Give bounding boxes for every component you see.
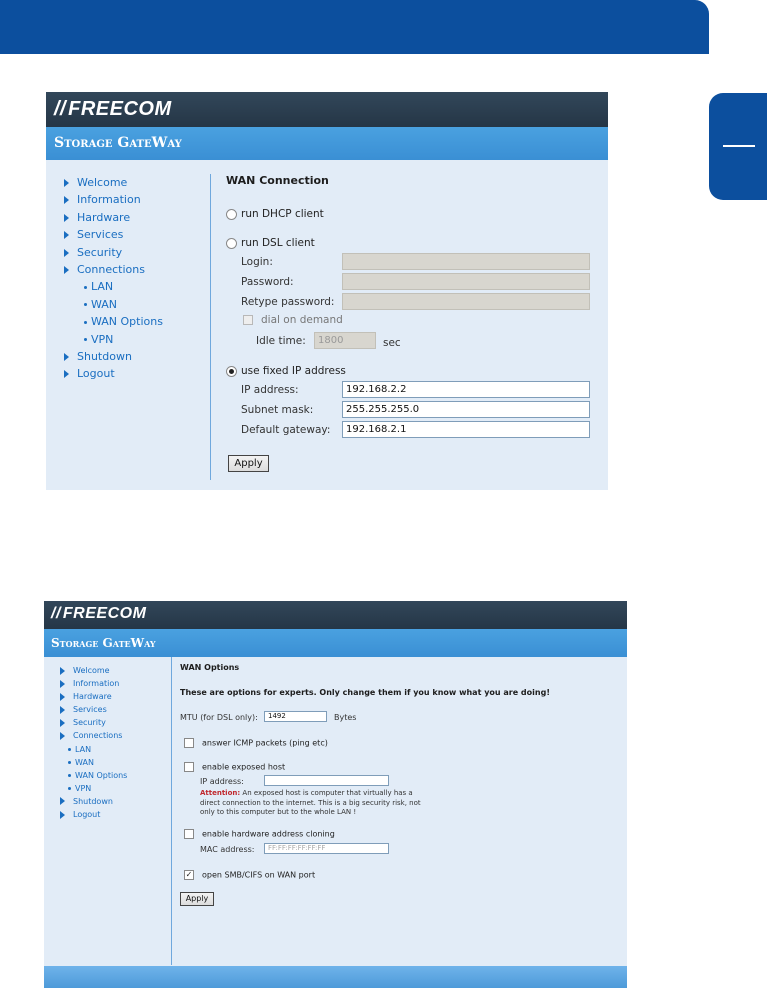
arrow-right-icon	[64, 214, 69, 222]
bullet-icon	[84, 303, 87, 306]
tab-dash	[723, 145, 755, 147]
sidebar-nav	[60, 664, 127, 821]
mac-address-input[interactable]: FF:FF:FF:FF:FF:FF	[264, 843, 389, 854]
mac-cloning-checkbox[interactable]	[184, 829, 194, 839]
dsl-radio[interactable]	[226, 238, 237, 249]
retype-password-input[interactable]	[342, 293, 590, 310]
nav-item-welcome[interactable]: Welcome	[64, 174, 163, 191]
apply-button[interactable]: Apply	[180, 892, 214, 906]
icmp-checkbox[interactable]	[184, 738, 194, 748]
nav-item-information[interactable]: Information	[64, 191, 163, 208]
arrow-right-icon	[60, 706, 65, 714]
nav-item-wan[interactable]: WAN	[64, 296, 163, 313]
nav-item-security[interactable]: Security	[60, 716, 127, 729]
arrow-right-icon	[60, 719, 65, 727]
default-gateway-input[interactable]: 192.168.2.1	[342, 421, 590, 438]
attention-word: Attention:	[200, 789, 241, 797]
password-label: Password:	[241, 276, 294, 288]
exposed-ip-label: IP address:	[200, 777, 244, 786]
nav-item-lan[interactable]: LAN	[60, 743, 127, 756]
arrow-right-icon	[64, 196, 69, 204]
dhcp-option[interactable]: run DHCP client	[226, 208, 324, 220]
exposed-ip-input[interactable]	[264, 775, 389, 786]
nav-item-lan[interactable]: LAN	[64, 278, 163, 295]
apply-button[interactable]: Apply	[228, 455, 269, 472]
arrow-right-icon	[60, 693, 65, 701]
bullet-icon	[84, 338, 87, 341]
login-input[interactable]	[342, 253, 590, 270]
expert-warning: These are options for experts. Only change them if you know what you are doing!	[180, 688, 550, 697]
bullet-icon	[68, 774, 71, 777]
subnet-mask-input[interactable]: 255.255.255.0	[342, 401, 590, 418]
chapter-side-tab	[709, 93, 767, 200]
subnet-mask-label: Subnet mask:	[241, 404, 314, 416]
nav-item-hardware[interactable]: Hardware	[64, 209, 163, 226]
fixed-ip-option[interactable]: use fixed IP address	[226, 365, 346, 377]
dsl-option[interactable]: run DSL client	[226, 237, 315, 249]
smb-option[interactable]: ✓ open SMB/CIFS on WAN port	[185, 870, 316, 880]
arrow-right-icon	[64, 179, 69, 187]
idle-time-unit: sec	[383, 337, 401, 349]
wan-connection-screenshot	[46, 92, 608, 490]
brand-bar	[44, 601, 627, 629]
freecom-logo: // FREECOM	[54, 98, 172, 120]
arrow-right-icon	[60, 667, 65, 675]
manual-page-header	[0, 0, 709, 54]
nav-item-vpn[interactable]: VPN	[60, 782, 127, 795]
nav-item-wan[interactable]: WAN	[60, 756, 127, 769]
nav-item-vpn[interactable]: VPN	[64, 331, 163, 348]
retype-password-label: Retype password:	[241, 296, 335, 308]
login-label: Login:	[241, 256, 273, 268]
ip-address-input[interactable]: 192.168.2.2	[342, 381, 590, 398]
arrow-right-icon	[60, 732, 65, 740]
nav-item-information[interactable]: Information	[60, 677, 127, 690]
icmp-option[interactable]: answer ICMP packets (ping etc)	[184, 738, 328, 748]
bullet-icon	[68, 787, 71, 790]
arrow-right-icon	[60, 680, 65, 688]
arrow-right-icon	[64, 370, 69, 378]
nav-item-hardware[interactable]: Hardware	[60, 690, 127, 703]
mtu-input[interactable]: 1492	[264, 711, 327, 722]
nav-item-wan-options[interactable]: WAN Options	[64, 313, 163, 330]
page-title: WAN Options	[180, 663, 240, 672]
nav-item-logout[interactable]: Logout	[64, 365, 163, 382]
sidebar-divider	[210, 174, 211, 480]
nav-item-wan-options[interactable]: WAN Options	[60, 769, 127, 782]
attention-note: Attention: An exposed host is computer that virtually has a direct connection to the internet. This is a big security risk, not only to this computer but to the whole LAN !	[200, 789, 421, 816]
bullet-icon	[84, 321, 87, 324]
nav-item-connections[interactable]: Connections	[64, 261, 163, 278]
nav-item-security[interactable]: Security	[64, 244, 163, 261]
dial-on-demand-checkbox[interactable]	[243, 315, 253, 325]
dial-on-demand-option[interactable]: dial on demand	[243, 314, 343, 326]
arrow-right-icon	[64, 353, 69, 361]
bullet-icon	[68, 761, 71, 764]
exposed-host-checkbox[interactable]	[184, 762, 194, 772]
arrow-right-icon	[60, 811, 65, 819]
nav-item-connections[interactable]: Connections	[60, 729, 127, 742]
bullet-icon	[84, 286, 87, 289]
fixed-ip-radio[interactable]	[226, 366, 237, 377]
brand-bar	[46, 92, 608, 127]
arrow-right-icon	[64, 249, 69, 257]
default-gateway-label: Default gateway:	[241, 424, 331, 436]
nav-item-logout[interactable]: Logout	[60, 808, 127, 821]
dhcp-radio[interactable]	[226, 209, 237, 220]
arrow-right-icon	[64, 231, 69, 239]
arrow-right-icon	[64, 266, 69, 274]
mac-cloning-option[interactable]: enable hardware address cloning	[184, 829, 335, 839]
nav-item-shutdown[interactable]: Shutdown	[64, 348, 163, 365]
nav-item-shutdown[interactable]: Shutdown	[60, 795, 127, 808]
bullet-icon	[68, 748, 71, 751]
wan-options-screenshot	[44, 601, 627, 988]
mtu-unit: Bytes	[334, 713, 357, 722]
nav-item-services[interactable]: Services	[64, 226, 163, 243]
sidebar-divider	[171, 657, 172, 965]
arrow-right-icon	[60, 797, 65, 805]
sidebar-nav	[64, 174, 163, 383]
idle-time-label: Idle time:	[256, 335, 306, 347]
product-title: Storage GateWay	[46, 127, 608, 160]
mtu-label: MTU (for DSL only):	[180, 713, 258, 722]
nav-item-services[interactable]: Services	[60, 703, 127, 716]
mac-address-label: MAC address:	[200, 845, 255, 854]
exposed-host-option[interactable]: enable exposed host	[184, 762, 285, 772]
smb-checkbox[interactable]: ✓	[185, 870, 193, 879]
idle-time-input[interactable]: 1800	[314, 332, 376, 349]
password-input[interactable]	[342, 273, 590, 290]
ip-address-label: IP address:	[241, 384, 299, 396]
page-title: WAN Connection	[226, 174, 329, 187]
product-title: Storage GateWay	[44, 629, 627, 657]
footer-bar	[44, 966, 627, 988]
nav-item-welcome[interactable]: Welcome	[60, 664, 127, 677]
freecom-logo: // FREECOM	[51, 605, 147, 622]
